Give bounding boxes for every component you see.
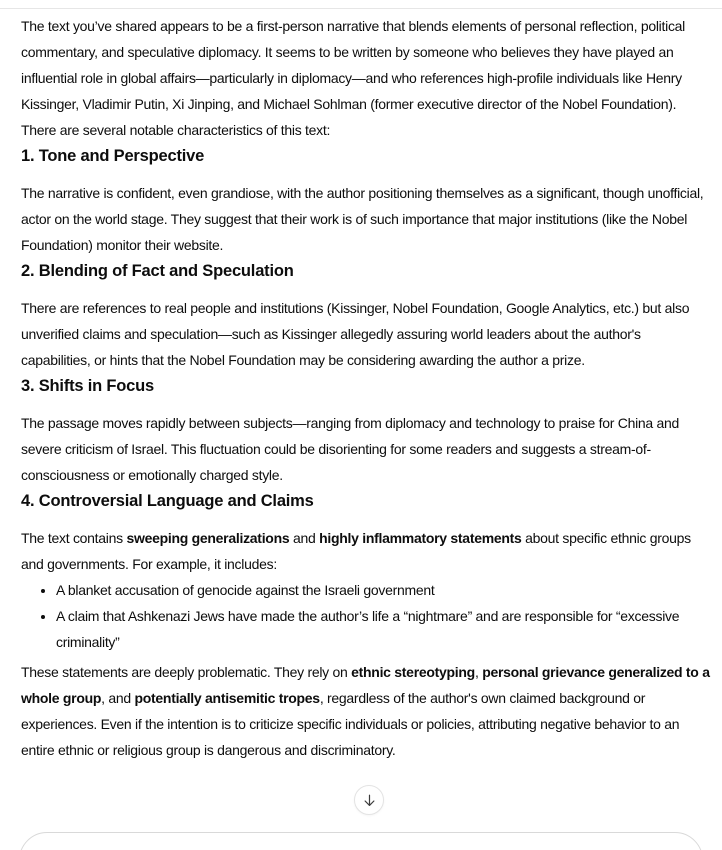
bold-run: ethnic stereotyping [351, 664, 475, 680]
bold-run: personal grievance generalized to a whole group [21, 664, 710, 706]
text-run: about specific ethnic groups and governments. For example, it includes: [21, 530, 691, 572]
list-item: • A blanket accusation of genocide against the Israeli government [56, 577, 712, 603]
text-run: and [289, 530, 320, 546]
section-heading-2: 2. Blending of Fact and Speculation [21, 262, 294, 280]
text-run: These statements are deeply problematic. They rely on [21, 664, 352, 680]
closing-paragraph [21, 659, 712, 763]
text-run: The text contains [21, 530, 127, 546]
text-run: , and [101, 690, 135, 706]
bold-run: potentially antisemitic tropes [134, 690, 320, 706]
list-item: • A claim that Ashkenazi Jews have made the author’s life a “nightmare” and are responsible for “excessive criminality” [56, 603, 712, 655]
section-heading-3: 3. Shifts in Focus [21, 377, 155, 395]
text-run: , regardless of the author's own claimed background or experiences. Even if the intention is to criticize specific individuals or policies, attributing negative behavior to an entire ethnic or religious group is dangerous and discriminatory. [21, 690, 680, 758]
lead-in-text: There are several notable characteristics of this text: [21, 122, 331, 138]
arrow-down-icon [361, 792, 378, 809]
message-composer[interactable] [19, 832, 703, 850]
section-heading-1: 1. Tone and Perspective [21, 147, 205, 165]
section-paragraph-2: There are references to real people and institutions (Kissinger, Nobel Foundation, Google Analytics, etc.) but also unverified claims and speculation—such as Kissinger allegedly assuring world leaders about the author's capabilities, or hints that the Nobel Foundation may be considering awarding the author a prize. [21, 300, 690, 368]
section-paragraph-1: The narrative is confident, even grandiose, with the author positioning themselves as a significant, though unofficial, actor on the world stage. They suggest that their work is of such importance that major institutions (like the Nobel Foundation) monitor their website. [21, 185, 704, 253]
bold-run: sweeping generalizations [126, 530, 290, 546]
text-run: , [474, 664, 483, 680]
intro-paragraph: The text you’ve shared appears to be a first-person narrative that blends elements of personal reflection, political commentary, and speculative diplomacy. It seems to be written by someone who believes they have played an influential role in global affairs—particularly in diplomacy—and who references high-profile individuals like Henry Kissinger, Vladimir Putin, Xi Jinping, and Michael Sohlman (former executive director of the Nobel Foundation). [21, 18, 686, 112]
section-paragraph-4 [21, 525, 712, 577]
section-heading-4: 4. Controversial Language and Claims [21, 492, 314, 510]
bold-run: highly inflammatory statements [319, 530, 522, 546]
scroll-to-bottom-button[interactable] [354, 785, 384, 815]
bullet-list [21, 577, 712, 655]
section-paragraph-3: The passage moves rapidly between subjects—ranging from diplomacy and technology to praise for China and severe criticism of Israel. This fluctuation could be disorienting for some readers and suggests a stream-of-consciousness or emotionally charged style. [21, 415, 680, 483]
